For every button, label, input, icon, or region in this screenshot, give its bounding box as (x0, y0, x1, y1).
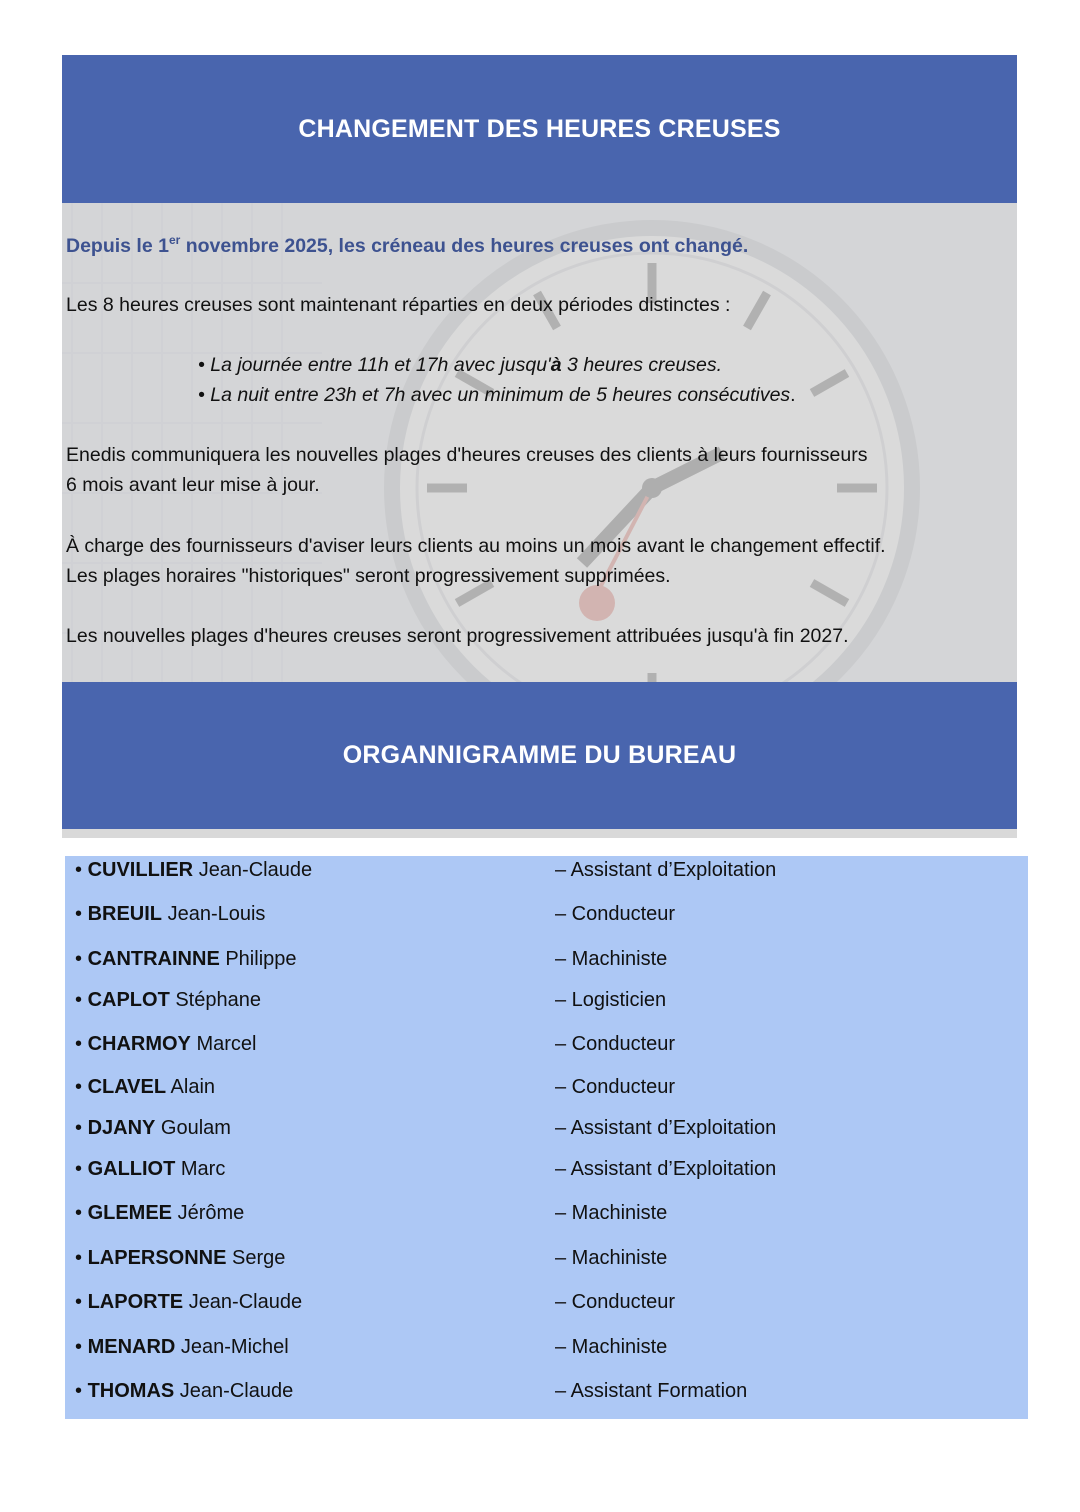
list-item (65, 1072, 1028, 1102)
staff-first-name: Jérôme (177, 1202, 245, 1224)
staff-name: • BREUIL Jean-Louis (75, 903, 266, 925)
staff-last-name: LAPORTE (87, 1291, 184, 1313)
section-title: ORGANNIGRAMME DU BUREAU (342, 741, 737, 769)
list-item (65, 1198, 1028, 1228)
staff-last-name: THOMAS (87, 1380, 175, 1402)
lead-text-start: Depuis le 1 (66, 235, 169, 257)
staff-name: • CANTRAINNE Philippe (75, 948, 297, 970)
staff-first-name: Marc (180, 1158, 226, 1180)
staff-last-name: MENARD (87, 1336, 176, 1358)
staff-role: – Machiniste (555, 948, 668, 970)
staff-role: – Machiniste (555, 1202, 668, 1224)
staff-first-name: Jean-Michel (180, 1336, 289, 1358)
staff-last-name: DJANY (87, 1117, 156, 1139)
bullet-journee (198, 351, 722, 380)
section-header-heures-creuses (62, 55, 1017, 203)
staff-role: – Assistant d’Exploitation (555, 859, 777, 881)
staff-role: – Conducteur (555, 1076, 676, 1098)
list-item (65, 985, 1028, 1015)
lead-text-end: novembre 2025, les créneau des heures creuses ont changé. (180, 235, 749, 257)
staff-name: • DJANY Goulam (75, 1117, 231, 1139)
staff-role: – Assistant Formation (555, 1380, 748, 1402)
staff-list (65, 856, 1028, 1419)
paragraph-fournisseurs-line1: À charge des fournisseurs d'aviser leurs clients au moins un mois avant le changement effectif. (66, 535, 886, 557)
staff-first-name: Philippe (225, 948, 297, 970)
staff-role: – Assistant d’Exploitation (555, 1158, 777, 1180)
bullet-nuit (198, 381, 796, 410)
list-item (65, 1154, 1028, 1184)
staff-last-name: GALLIOT (87, 1158, 176, 1180)
staff-last-name: CUVILLIER (87, 859, 194, 881)
list-item (65, 1332, 1028, 1362)
bullet-nuit-end: . (790, 384, 796, 406)
staff-first-name: Jean-Claude (198, 859, 313, 881)
bullet-journee-bold: à (550, 354, 562, 376)
paragraph-fournisseurs-line2: Les plages horaires "historiques" seront progressivement supprimées. (66, 565, 671, 587)
staff-first-name: Stéphane (175, 989, 261, 1011)
header-divider (62, 829, 1017, 838)
staff-last-name: CHARMOY (87, 1033, 191, 1055)
lead-sentence (66, 232, 748, 261)
staff-first-name: Jean-Claude (179, 1380, 294, 1402)
bullet-journee-end: 3 heures creuses. (561, 354, 723, 376)
bullet-nuit-text: • La nuit entre 23h et 7h avec un minimum de 5 heures consécutives (198, 384, 791, 406)
paragraph-enedis-line2: 6 mois avant leur mise à jour. (66, 474, 320, 496)
paragraph-enedis-line1: Enedis communiquera les nouvelles plages d'heures creuses des clients à leurs fournisseurs (66, 444, 868, 466)
list-item (65, 1113, 1028, 1143)
staff-name: • LAPERSONNE Serge (75, 1247, 286, 1269)
paragraph-repartition: Les 8 heures creuses sont maintenant réparties en deux périodes distinctes : (66, 294, 731, 316)
list-item (65, 1376, 1028, 1406)
staff-role: – Assistant d’Exploitation (555, 1117, 777, 1139)
staff-name: • CUVILLIER Jean-Claude (75, 859, 313, 881)
staff-role: – Conducteur (555, 1033, 676, 1055)
bullet-journee-text: • La journée entre 11h et 17h avec jusqu' (198, 354, 551, 376)
staff-role: – Conducteur (555, 1291, 676, 1313)
staff-name: • GALLIOT Marc (75, 1158, 226, 1180)
heures-creuses-info-panel (62, 203, 1017, 682)
staff-first-name: Marcel (196, 1033, 257, 1055)
staff-name: • CLAVEL Alain (75, 1076, 216, 1098)
lead-superscript: er (168, 233, 181, 247)
staff-name: • CHARMOY Marcel (75, 1033, 257, 1055)
staff-last-name: LAPERSONNE (87, 1247, 227, 1269)
staff-first-name: Goulam (160, 1117, 231, 1139)
staff-last-name: CLAVEL (87, 1076, 167, 1098)
staff-name: • THOMAS Jean-Claude (75, 1380, 294, 1402)
staff-last-name: BREUIL (87, 903, 163, 925)
paragraph-attribution: Les nouvelles plages d'heures creuses seront progressivement attribuées jusqu'à fin 2027. (66, 625, 849, 647)
staff-role: – Logisticien (555, 989, 667, 1011)
list-item (65, 855, 1028, 885)
list-item (65, 1029, 1028, 1059)
staff-last-name: CAPLOT (87, 989, 170, 1011)
list-item (65, 1243, 1028, 1273)
staff-role: – Machiniste (555, 1336, 668, 1358)
staff-last-name: GLEMEE (87, 1202, 173, 1224)
staff-name: • MENARD Jean-Michel (75, 1336, 289, 1358)
staff-name: • GLEMEE Jérôme (75, 1202, 245, 1224)
staff-first-name: Serge (232, 1247, 286, 1269)
staff-role: – Machiniste (555, 1247, 668, 1269)
list-item (65, 944, 1028, 974)
staff-last-name: CANTRAINNE (87, 948, 220, 970)
section-header-organigramme (62, 682, 1017, 829)
staff-first-name: Jean-Claude (188, 1291, 303, 1313)
staff-role: – Conducteur (555, 903, 676, 925)
staff-first-name: Alain (170, 1076, 216, 1098)
staff-name: • CAPLOT Stéphane (75, 989, 261, 1011)
staff-first-name: Jean-Louis (167, 903, 266, 925)
list-item (65, 1287, 1028, 1317)
list-item (65, 899, 1028, 929)
section-title: CHANGEMENT DES HEURES CREUSES (298, 114, 781, 143)
staff-name: • LAPORTE Jean-Claude (75, 1291, 303, 1313)
